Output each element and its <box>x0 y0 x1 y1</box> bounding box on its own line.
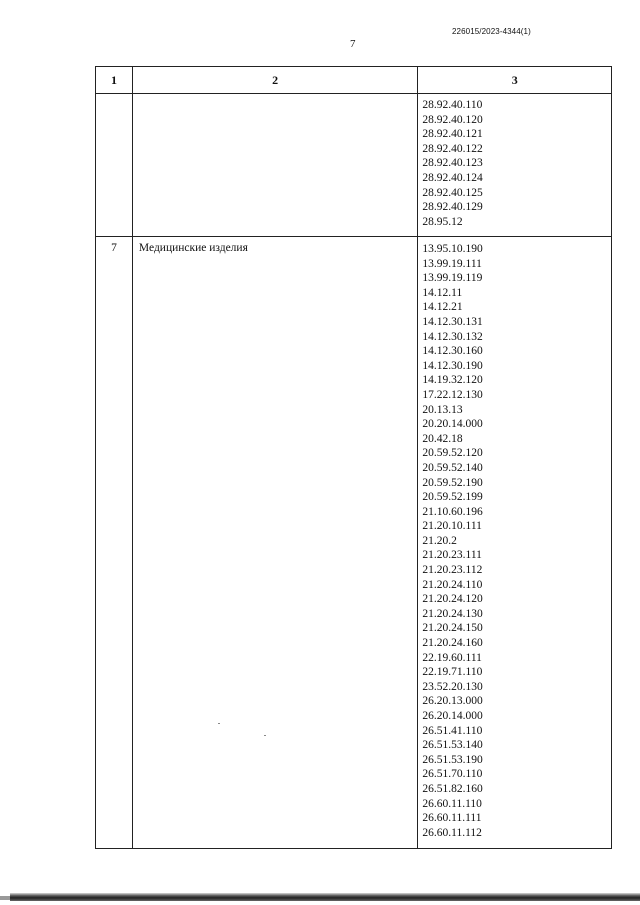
code-item: 21.20.10.111 <box>422 520 482 533</box>
code-item: 28.92.40.120 <box>422 113 483 126</box>
code-item: 26.20.14.000 <box>422 710 483 722</box>
code-item: 21.20.24.120 <box>422 593 483 606</box>
code-item: 20.13.13 <box>422 403 463 416</box>
code-item: 13.99.19.111 <box>422 257 482 270</box>
code-item: 26.51.41.110 <box>422 724 483 737</box>
code-item: 21.20.23.111 <box>422 549 482 562</box>
row-number-cell <box>96 94 133 236</box>
table-row-continuation <box>96 94 612 237</box>
code-item: 20.59.52.140 <box>422 461 483 474</box>
code-item: 28.92.40.125 <box>422 186 483 199</box>
code-item: 23.52.20.130 <box>422 680 483 693</box>
code-item: 21.10.60.196 <box>422 505 483 518</box>
header-col-3: 3 <box>418 67 612 93</box>
code-item: 20.59.52.190 <box>422 476 483 489</box>
code-item: 21.20.24.130 <box>422 607 483 620</box>
code-item: 26.51.82.160 <box>422 782 483 795</box>
code-item: 28.92.40.121 <box>422 128 483 141</box>
code-item: 13.95.10.190 <box>422 243 483 255</box>
code-item: 26.60.11.110 <box>422 797 482 810</box>
code-item: 26.51.70.110 <box>422 768 483 781</box>
code-item: 28.92.40.129 <box>422 201 483 214</box>
code-item: 14.12.11 <box>422 286 463 299</box>
code-item: 28.92.40.124 <box>422 171 483 184</box>
code-list <box>418 94 611 229</box>
code-item: 20.42.18 <box>422 432 463 445</box>
code-item: 17.22.12.130 <box>422 388 483 401</box>
page-number: 7 <box>350 38 356 50</box>
code-item: 26.60.11.111 <box>422 812 482 825</box>
code-item: 14.19.32.120 <box>422 374 483 387</box>
code-item: 22.19.71.110 <box>422 666 483 679</box>
codes-table <box>95 66 612 849</box>
code-item: 22.19.60.111 <box>422 651 482 664</box>
code-item: 26.51.53.140 <box>422 739 483 752</box>
row-codes-cell <box>418 94 612 236</box>
table-row-7 <box>96 237 612 849</box>
scan-edge-bar <box>10 893 640 901</box>
code-item: 28.92.40.122 <box>422 142 483 155</box>
code-item: 21.20.24.160 <box>422 637 483 650</box>
code-item: 14.12.30.132 <box>422 330 483 343</box>
row-number-cell: 7 <box>96 237 133 848</box>
code-item: 21.20.23.112 <box>422 564 483 577</box>
scan-speck <box>264 735 266 736</box>
code-item: 28.95.12 <box>422 215 463 228</box>
code-item: 14.12.30.131 <box>422 315 483 328</box>
code-item: 26.60.11.112 <box>422 826 482 839</box>
row-codes-cell <box>418 237 612 848</box>
row-name-cell <box>133 94 418 236</box>
table-header-row <box>96 67 612 94</box>
scan-speck <box>218 723 220 724</box>
code-item: 21.20.2 <box>422 534 457 547</box>
code-item: 13.99.19.119 <box>422 272 483 285</box>
code-item: 21.20.24.150 <box>422 622 483 635</box>
document-id: 226015/2023-4344(1) <box>452 27 531 36</box>
header-col-2: 2 <box>133 67 418 93</box>
code-list <box>418 237 611 840</box>
header-col-1: 1 <box>96 67 133 93</box>
code-item: 28.92.40.123 <box>422 157 483 170</box>
code-item: 20.59.52.199 <box>422 491 483 504</box>
code-item: 14.12.21 <box>422 301 463 314</box>
row-name-cell: Медицинские изделия <box>133 237 418 848</box>
code-item: 26.20.13.000 <box>422 695 483 708</box>
code-item: 28.92.40.110 <box>422 99 483 111</box>
code-item: 14.12.30.190 <box>422 359 483 372</box>
code-item: 14.12.30.160 <box>422 345 483 358</box>
code-item: 20.20.14.000 <box>422 418 483 431</box>
code-item: 20.59.52.120 <box>422 447 483 460</box>
code-item: 21.20.24.110 <box>422 578 483 591</box>
code-item: 26.51.53.190 <box>422 753 483 766</box>
